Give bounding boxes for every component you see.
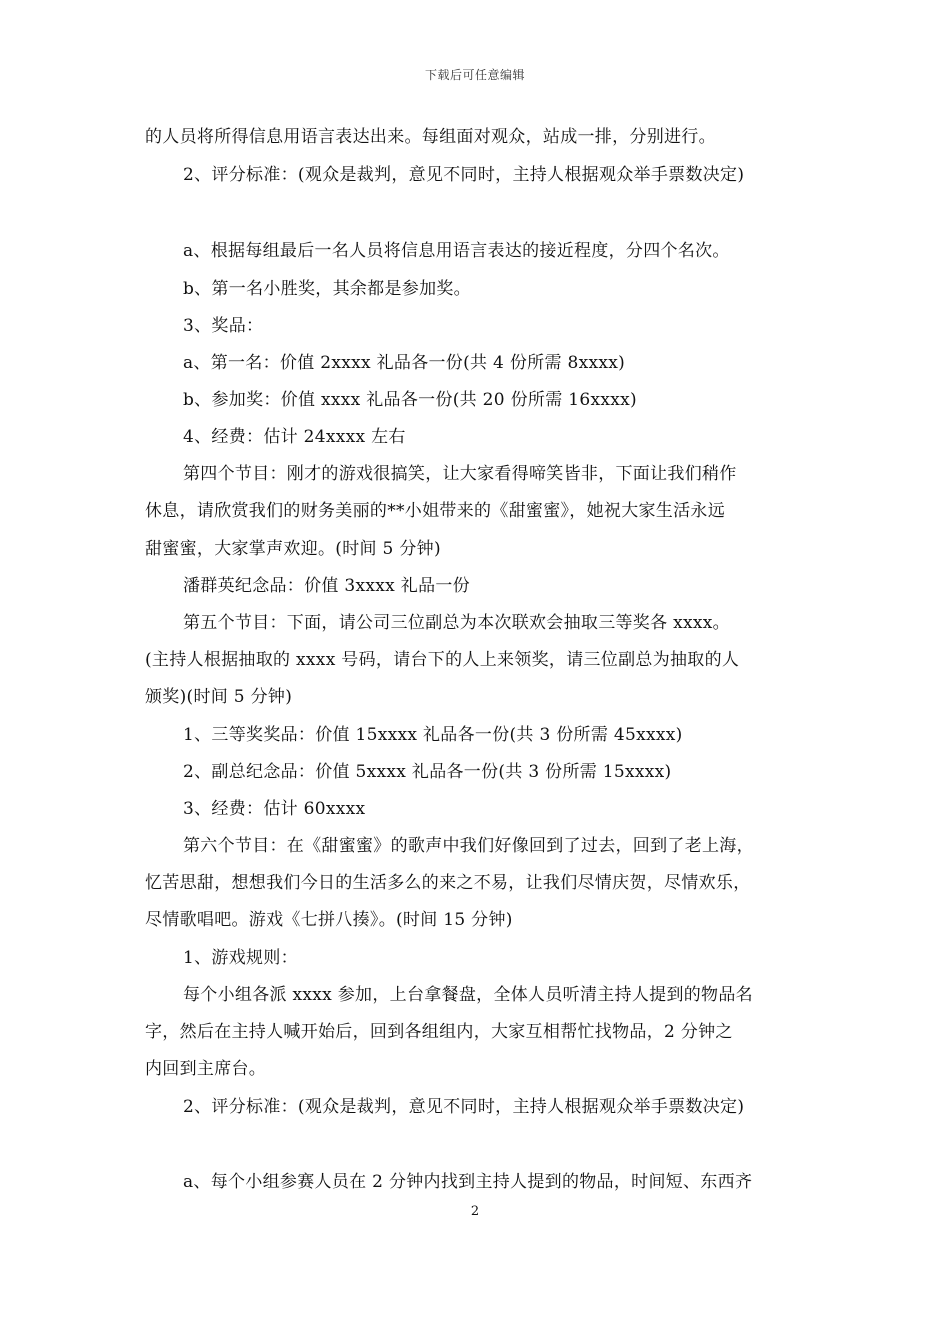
text-line: a、每个小组参赛人员在 2 分钟内找到主持人提到的物品，时间短、东西齐: [183, 1172, 753, 1192]
text-line: (主持人根据抽取的 xxxx 号码，请台下的人上来领奖，请三位副总为抽取的人: [145, 650, 740, 670]
text-line: a、根据每组最后一名人员将信息用语言表达的接近程度，分四个名次。: [183, 241, 730, 261]
text-line: 字，然后在主持人喊开始后，回到各组组内，大家互相帮忙找物品，2 分钟之: [145, 1022, 733, 1042]
text-line: b、参加奖：价值 xxxx 礼品各一份(共 20 份所需 16xxxx): [183, 390, 637, 410]
text-line: 第五个节目：下面，请公司三位副总为本次联欢会抽取三等奖各 xxxx。: [183, 613, 730, 633]
text-line: 潘群英纪念品：价值 3xxxx 礼品一份: [183, 576, 470, 596]
text-line: 甜蜜蜜，大家掌声欢迎。(时间 5 分钟): [145, 539, 441, 559]
text-line: 休息，请欣赏我们的财务美丽的**小姐带来的《甜蜜蜜》，她祝大家生活永远: [145, 501, 725, 521]
text-line: 2、评分标准：(观众是裁判，意见不同时，主持人根据观众举手票数决定): [183, 165, 745, 185]
text-line: 1、游戏规则：: [183, 948, 298, 968]
text-line: 1、三等奖奖品：价值 15xxxx 礼品各一份(共 3 份所需 45xxxx): [183, 725, 683, 745]
text-line: 第四个节目：刚才的游戏很搞笑，让大家看得啼笑皆非，下面让我们稍作: [183, 464, 737, 484]
text-line: b、第一名小胜奖，其余都是参加奖。: [183, 279, 471, 299]
text-line: 忆苦思甜，想想我们今日的生活多么的来之不易，让我们尽情庆贺，尽情欢乐，: [145, 873, 751, 893]
text-line: 2、副总纪念品：价值 5xxxx 礼品各一份(共 3 份所需 15xxxx): [183, 762, 672, 782]
text-line: 4、经费：估计 24xxxx 左右: [183, 427, 406, 447]
text-line: 3、奖品：: [183, 316, 264, 336]
text-line: 颁奖)(时间 5 分钟): [145, 687, 293, 707]
text-line: 的人员将所得信息用语言表达出来。每组面对观众，站成一排，分别进行。: [145, 127, 716, 147]
text-line: a、第一名：价值 2xxxx 礼品各一份(共 4 份所需 8xxxx): [183, 353, 626, 373]
text-line: 内回到主席台。: [145, 1059, 267, 1079]
header-note: 下载后可任意编辑: [424, 68, 525, 82]
text-line: 3、经费：估计 60xxxx: [183, 799, 366, 819]
text-line: 尽情歌唱吧。游戏《七拼八揍》。(时间 15 分钟): [145, 910, 513, 930]
text-line: 每个小组各派 xxxx 参加，上台拿餐盘，全体人员听清主持人提到的物品名: [183, 985, 753, 1005]
text-line: 2、评分标准：(观众是裁判，意见不同时，主持人根据观众举手票数决定): [183, 1097, 745, 1117]
text-line: 第六个节目：在《甜蜜蜜》的歌声中我们好像回到了过去，回到了老上海，: [183, 836, 754, 856]
page-number: 2: [470, 1204, 480, 1219]
